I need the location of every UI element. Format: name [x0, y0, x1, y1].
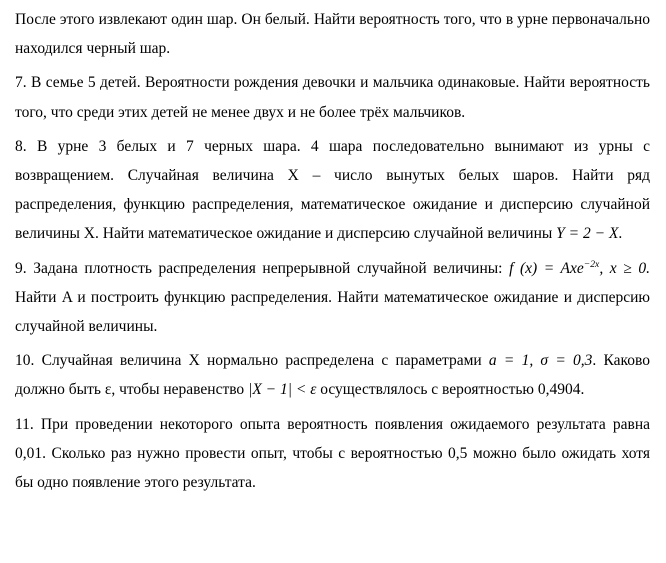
math-formula: f (x) = Axe	[509, 259, 584, 277]
text-run: После этого извлекают один шар. Он белый. Найти вероятность того, что в урне первоначально находился черный шар.	[15, 11, 650, 58]
problem-9-paragraph	[15, 254, 650, 342]
text-run: осуществлялось с вероятностью 0,4904.	[316, 381, 585, 399]
math-formula: Y = 2 − X	[556, 225, 619, 243]
problem-8-paragraph	[15, 132, 650, 249]
text-run: 7. В семье 5 детей. Вероятности рождения девочки и мальчика одинаковые. Найти вероятность того, что среди этих детей не менее двух и не более трёх мальчиков.	[15, 74, 650, 121]
math-formula: a = 1, σ = 0,3	[488, 352, 593, 370]
text-run: 8. В урне 3 белых и 7 черных шара. 4 шара последовательно вынимают из урны с возвращением. Случайная величина X – число вынутых белых шаров. Найти ряд распределения, функцию распределения, математическое ожидание и дисперсию случайной величины X. Найти математическое ожидание и дисперсию случайной величины	[15, 137, 650, 243]
text-run: 11. При проведении некоторого опыта вероятность появления ожидаемого результата равна 0,01. Сколько раз нужно провести опыт, чтобы с вероятностью 0,5 можно было ожидать хотя бы одно появление этого результата.	[15, 415, 650, 492]
problem-7-paragraph	[15, 68, 650, 126]
text-run: 9. Задана плотность распределения непрерывной случайной величины:	[15, 259, 510, 277]
math-formula: , x ≥ 0.	[599, 259, 650, 277]
text-run: .	[618, 225, 623, 243]
text-run: . Каково должно быть ε, чтобы неравенство	[15, 352, 650, 399]
text-run: Найти A и построить функцию распределения. Найти математическое ожидание и дисперсию случайной величины.	[15, 288, 650, 336]
problem-10-paragraph	[15, 346, 650, 404]
math-formula: |X − 1| < ε	[248, 381, 317, 399]
math-exponent: −2x	[583, 258, 600, 270]
problem-11-paragraph	[15, 410, 650, 498]
text-run: 10. Случайная величина X нормально распределена с параметрами	[15, 352, 489, 370]
problem-6-continuation-paragraph	[15, 5, 650, 63]
